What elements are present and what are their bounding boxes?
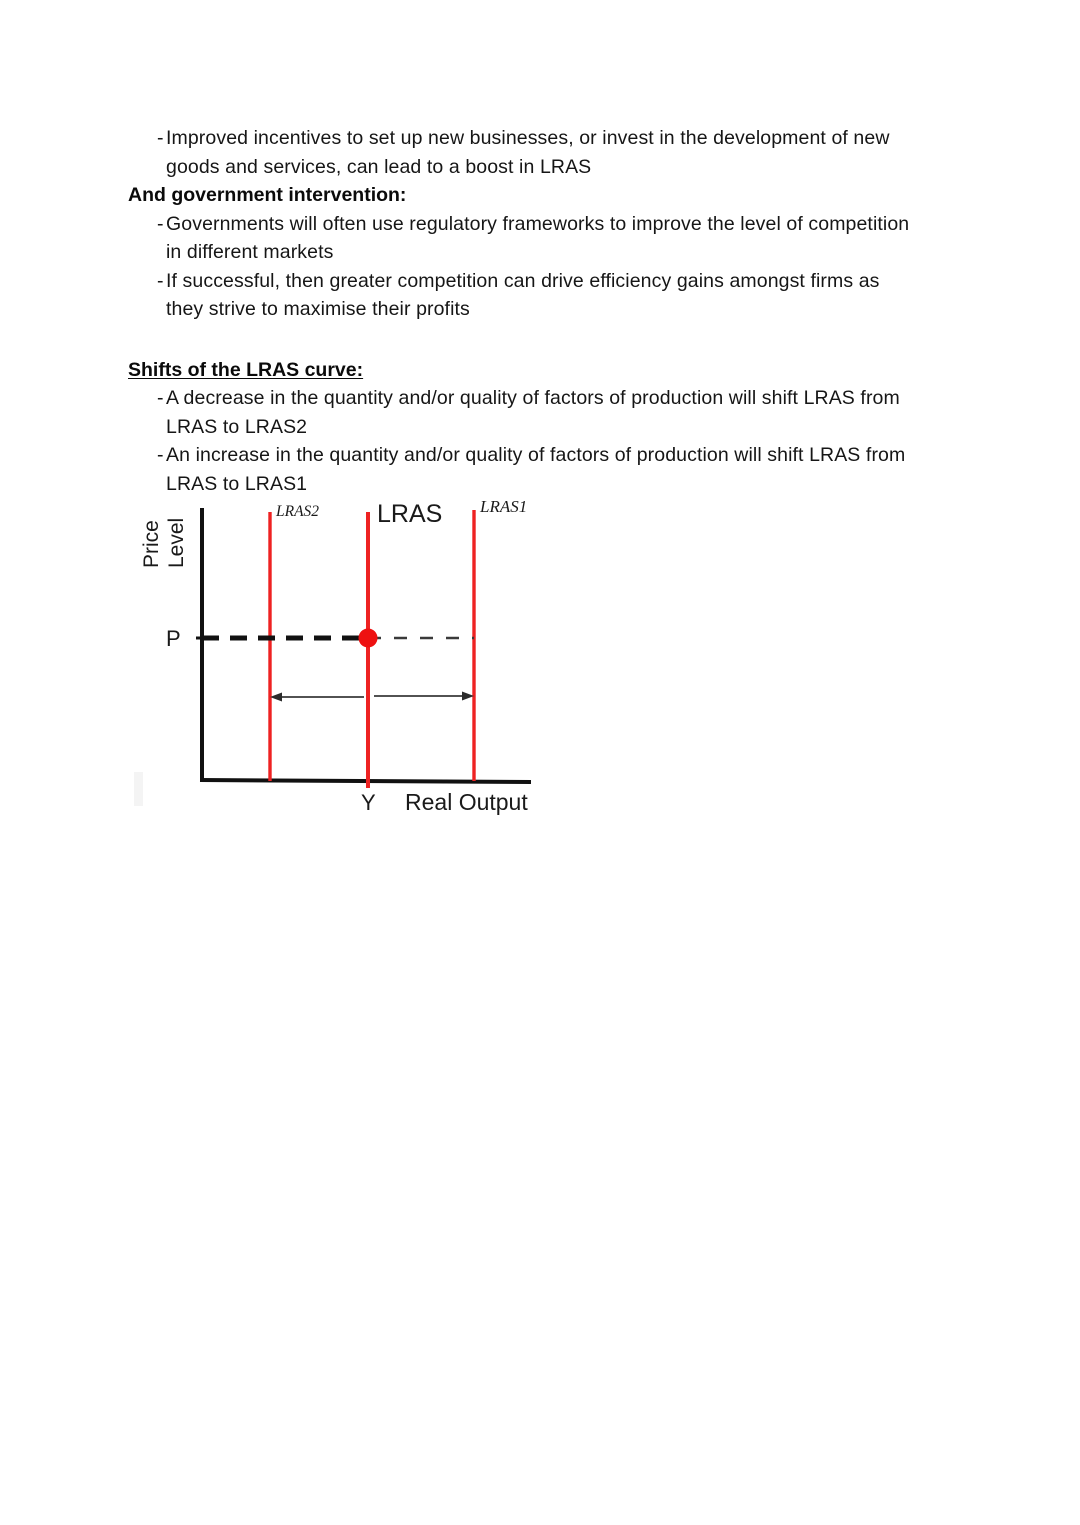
text-line: goods and services, can lead to a boost in LRAS — [166, 155, 592, 178]
x-axis-label: Real Output — [405, 789, 528, 815]
text-line: Improved incentives to set up new businesses, or invest in the development of new — [166, 127, 890, 149]
bullet-marker: - — [157, 127, 164, 149]
spacer — [128, 324, 958, 356]
y-axis-label — [140, 518, 188, 568]
shift-left-arrow — [270, 693, 364, 702]
list-item-text — [166, 210, 958, 267]
scan-artifact — [134, 772, 143, 806]
list-item — [128, 267, 958, 324]
list-item — [128, 210, 958, 267]
shift-right-arrow — [374, 692, 474, 701]
bullet-marker: - — [157, 269, 164, 292]
bullet-marker: - — [157, 387, 164, 409]
list-item — [128, 384, 958, 441]
text-line: LRAS to LRAS1 — [166, 472, 308, 495]
section-heading-government-intervention: And government intervention: — [128, 184, 407, 206]
list-item — [128, 124, 958, 181]
bullet-marker: - — [157, 444, 164, 466]
x-tick-label-y: Y — [361, 790, 376, 815]
text-line: If successful, then greater competition can drive efficiency gains amongst firms as — [166, 269, 880, 292]
lras-curve-label: LRAS — [377, 500, 443, 528]
section-heading-shifts-of-lras-curve: Shifts of the LRAS curve: — [128, 358, 364, 381]
lras-shift-diagram — [128, 490, 558, 820]
lras2-curve-label: LRAS2 — [276, 503, 320, 520]
text-line: LRAS to LRAS2 — [166, 415, 308, 438]
text-line: A decrease in the quantity and/or quality of factors of production will shift LRAS from — [166, 387, 900, 409]
document-body — [128, 124, 958, 498]
y-tick-label-p: P — [166, 626, 181, 651]
bullet-marker: - — [157, 212, 164, 235]
svg-text:Level: Level — [165, 517, 188, 568]
svg-text:Price: Price — [140, 520, 163, 568]
text-line: Governments will often use regulatory frameworks to improve the level of competition — [166, 212, 910, 235]
equilibrium-point — [359, 629, 378, 648]
x-axis — [200, 780, 531, 782]
list-item-text — [166, 124, 958, 181]
text-line: An increase in the quantity and/or quality of factors of production will shift LRAS from — [166, 444, 906, 466]
list-item-text — [166, 267, 958, 324]
lras1-curve-label: LRAS1 — [480, 497, 528, 516]
text-line: they strive to maximise their profits — [166, 298, 470, 320]
list-item-text — [166, 384, 958, 441]
text-line: in different markets — [166, 241, 334, 263]
